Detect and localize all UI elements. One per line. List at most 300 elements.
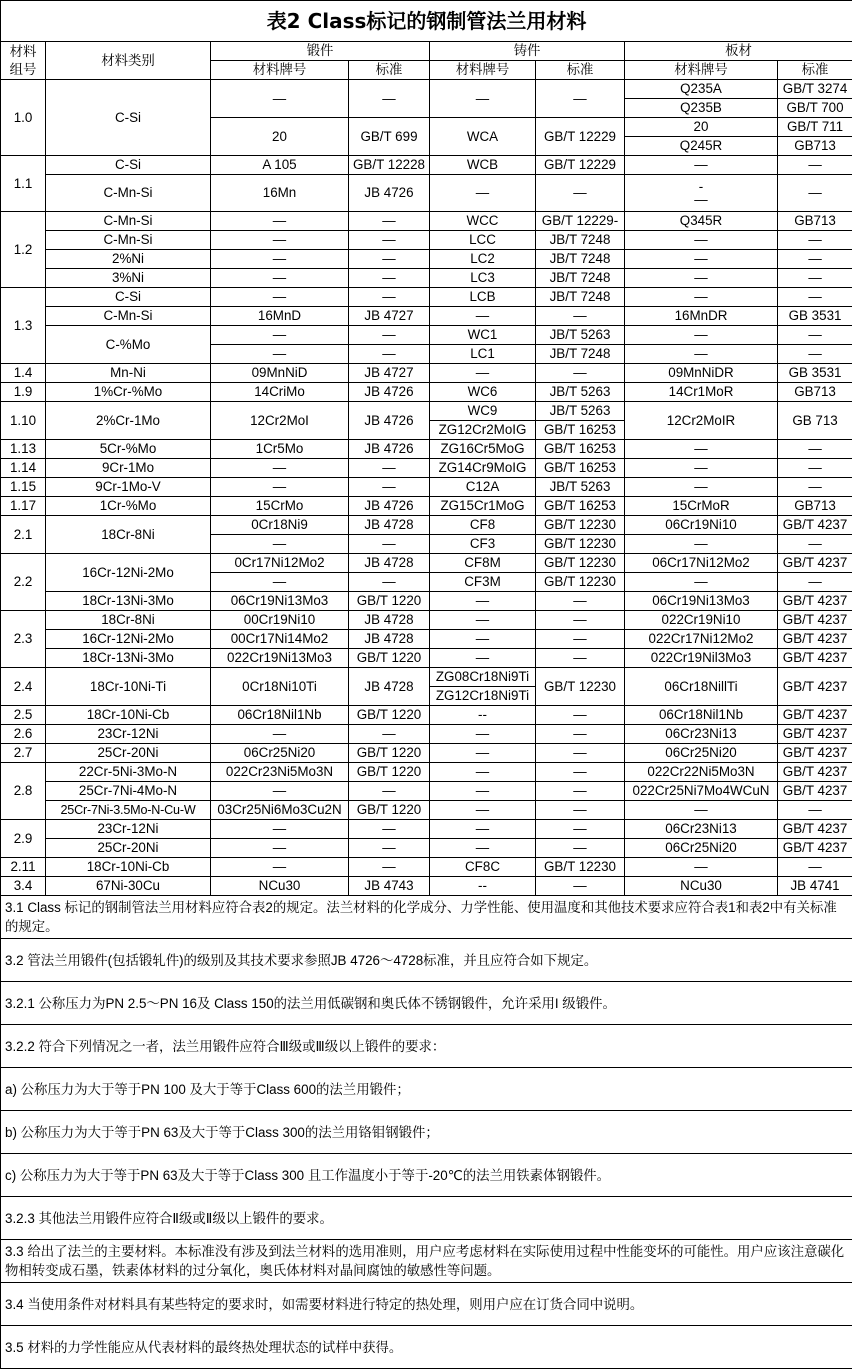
plate-standard: GB/T 4237 (778, 630, 852, 649)
category: 2%Ni (46, 250, 211, 269)
casting-standard: GB/T 12230 (536, 554, 625, 573)
casting-standard: JB/T 5263 (536, 326, 625, 345)
header-casting-grade: 材料牌号 (430, 61, 536, 80)
table-row (1, 706, 852, 725)
plate-grade: — (625, 535, 778, 554)
forging-grade: 16Mn (211, 175, 349, 212)
plate-grade-line: — (626, 193, 776, 206)
casting-grade: — (430, 364, 536, 383)
plate-standard: — (778, 326, 852, 345)
casting-standard: — (536, 649, 625, 668)
plate-grade: — (625, 288, 778, 307)
forging-grade: 022Cr19Ni13Mo3 (211, 649, 349, 668)
category: 25Cr-7Ni-4Mo-N (46, 782, 211, 801)
forging-standard: — (349, 269, 430, 288)
casting-standard: — (536, 175, 625, 212)
plate-grade: — (625, 269, 778, 288)
casting-grade: — (430, 744, 536, 763)
casting-grade: ZG08Cr18Ni9Ti (430, 668, 536, 687)
casting-grade: ZG12Cr2MoIG (430, 421, 536, 440)
casting-grade: CF8 (430, 516, 536, 535)
category: 18Cr-10Ni-Cb (46, 858, 211, 877)
plate-grade: 022Cr22Ni5Mo3N (625, 763, 778, 782)
category: 18Cr-10Ni-Ti (46, 668, 211, 706)
category: 23Cr-12Ni (46, 820, 211, 839)
plate-standard: GB/T 4237 (778, 763, 852, 782)
casting-standard: JB/T 5263 (536, 478, 625, 497)
casting-standard: — (536, 80, 625, 118)
category: C-Mn-Si (46, 231, 211, 250)
group-id: 2.11 (1, 858, 46, 877)
forging-grade: 00Cr19Ni10 (211, 611, 349, 630)
header-category: 材料类别 (46, 42, 211, 80)
plate-standard: GB/T 4237 (778, 554, 852, 573)
group-id: 1.14 (1, 459, 46, 478)
plate-standard: — (778, 478, 852, 497)
casting-grade: CF3M (430, 573, 536, 592)
table-row (1, 497, 852, 516)
casting-standard: GB/T 12230 (536, 516, 625, 535)
table-row (1, 156, 852, 175)
plate-grade: 06Cr25Ni20 (625, 744, 778, 763)
plate-grade: — (625, 326, 778, 345)
casting-grade: — (430, 307, 536, 326)
header-casting: 铸件 (430, 42, 625, 61)
casting-grade: — (430, 649, 536, 668)
table-row (1, 383, 852, 402)
plate-grade (625, 175, 778, 212)
plate-grade: 06Cr23Ni13 (625, 725, 778, 744)
note-row (1, 896, 852, 939)
table-row (1, 782, 852, 801)
header-group-line: 材料 (10, 44, 37, 59)
header-plate-standard: 标准 (778, 61, 852, 80)
forging-standard: — (349, 345, 430, 364)
forging-grade: 0Cr18Ni9 (211, 516, 349, 535)
forging-grade: A 105 (211, 156, 349, 175)
casting-standard: — (536, 782, 625, 801)
table-row (1, 250, 852, 269)
note-row (1, 939, 852, 982)
plate-grade: 06Cr19Ni13Mo3 (625, 592, 778, 611)
plate-grade: 022Cr17Ni12Mo2 (625, 630, 778, 649)
casting-standard: — (536, 706, 625, 725)
plate-standard: — (778, 231, 852, 250)
plate-standard: — (778, 156, 852, 175)
plate-standard: GB/T 711 (778, 118, 852, 137)
casting-standard: GB/T 12230 (536, 858, 625, 877)
header-forging-grade: 材料牌号 (211, 61, 349, 80)
plate-standard: — (778, 345, 852, 364)
category: 1Cr-%Mo (46, 497, 211, 516)
casting-grade: WCA (430, 118, 536, 156)
casting-grade: -- (430, 877, 536, 896)
group-id: 2.5 (1, 706, 46, 725)
plate-standard: GB/T 4237 (778, 706, 852, 725)
table-row (1, 744, 852, 763)
category: 16Cr-12Ni-2Mo (46, 630, 211, 649)
forging-grade: — (211, 478, 349, 497)
plate-grade: 06Cr17Ni12Mo2 (625, 554, 778, 573)
group-id: 1.3 (1, 288, 46, 364)
note-row (1, 1068, 852, 1111)
table-row (1, 212, 852, 231)
casting-grade: — (430, 725, 536, 744)
forging-grade: — (211, 345, 349, 364)
forging-standard: — (349, 212, 430, 231)
forging-standard: — (349, 478, 430, 497)
forging-standard: — (349, 80, 430, 118)
category: 25Cr-20Ni (46, 839, 211, 858)
table-row (1, 858, 852, 877)
forging-grade: 15CrMo (211, 497, 349, 516)
plate-standard: — (778, 573, 852, 592)
plate-grade: 022Cr19Ni10 (625, 611, 778, 630)
plate-standard: GB 713 (778, 402, 852, 440)
plate-standard: — (778, 175, 852, 212)
casting-grade: LC1 (430, 345, 536, 364)
forging-standard: GB/T 12228 (349, 156, 430, 175)
casting-grade: CF8C (430, 858, 536, 877)
plate-grade: 06Cr25Ni20 (625, 839, 778, 858)
note-text: 3.3 给出了法兰的主要材料。本标准没有涉及到法兰材料的选用准则，用户应考虑材料在实际使用过程中性能变坏的可能性。用户应该注意碳化物相转变成石墨，铁素体材料的过分氧化，奥氏体材料对晶间腐蚀的敏感性等问题。 (1, 1240, 852, 1283)
group-id: 1.2 (1, 212, 46, 288)
casting-grade: ZG14Cr9MoIG (430, 459, 536, 478)
plate-standard: GB/T 4237 (778, 782, 852, 801)
note-text: 3.4 当使用条件对材料具有某些特定的要求时，如需要材料进行特定的热处理，则用户应在订货合同中说明。 (1, 1283, 852, 1326)
category: Mn-Ni (46, 364, 211, 383)
forging-standard: GB/T 1220 (349, 649, 430, 668)
header-group-line: 组号 (10, 62, 37, 77)
casting-grade: — (430, 592, 536, 611)
group-id: 1.0 (1, 80, 46, 156)
plate-grade: — (625, 478, 778, 497)
category: 22Cr-5Ni-3Mo-N (46, 763, 211, 782)
forging-grade: NCu30 (211, 877, 349, 896)
forging-standard: — (349, 535, 430, 554)
casting-grade: WCB (430, 156, 536, 175)
forging-grade: — (211, 858, 349, 877)
plate-grade: 14Cr1MoR (625, 383, 778, 402)
forging-grade: — (211, 820, 349, 839)
table-title: 表2 Class标记的钢制管法兰用材料 (1, 1, 852, 42)
casting-grade: WC6 (430, 383, 536, 402)
forging-standard: JB 4727 (349, 364, 430, 383)
plate-standard: GB/T 4237 (778, 839, 852, 858)
category: 18Cr-10Ni-Cb (46, 706, 211, 725)
plate-grade: 20 (625, 118, 778, 137)
table-row (1, 725, 852, 744)
casting-grade: — (430, 839, 536, 858)
plate-grade: — (625, 801, 778, 820)
note-text: 3.5 材料的力学性能应从代表材料的最终热处理状态的试样中获得。 (1, 1326, 852, 1369)
plate-standard: GB 3531 (778, 307, 852, 326)
plate-grade: — (625, 459, 778, 478)
casting-grade: ZG16Cr5MoG (430, 440, 536, 459)
forging-grade: — (211, 839, 349, 858)
casting-standard: GB/T 16253 (536, 421, 625, 440)
table-row (1, 820, 852, 839)
forging-grade: — (211, 782, 349, 801)
header-plate: 板材 (625, 42, 852, 61)
table-row (1, 288, 852, 307)
header-group-label (10, 44, 37, 77)
forging-grade: 1Cr5Mo (211, 440, 349, 459)
table-row (1, 839, 852, 858)
plate-standard: GB/T 4237 (778, 725, 852, 744)
forging-grade: — (211, 573, 349, 592)
plate-standard: — (778, 535, 852, 554)
header-group (1, 42, 46, 80)
forging-standard: — (349, 573, 430, 592)
table-row (1, 630, 852, 649)
category: C-Mn-Si (46, 307, 211, 326)
casting-standard: — (536, 763, 625, 782)
group-id: 2.6 (1, 725, 46, 744)
category: 16Cr-12Ni-2Mo (46, 554, 211, 592)
table-row (1, 364, 852, 383)
group-id: 2.2 (1, 554, 46, 611)
forging-grade: 06Cr25Ni20 (211, 744, 349, 763)
table-row (1, 668, 852, 687)
plate-grade: 06Cr18NillTi (625, 668, 778, 706)
category: C-Mn-Si (46, 212, 211, 231)
table-row (1, 877, 852, 896)
plate-standard: GB/T 4237 (778, 649, 852, 668)
forging-standard: GB/T 1220 (349, 744, 430, 763)
table-row (1, 649, 852, 668)
group-id: 2.1 (1, 516, 46, 554)
category: C-Si (46, 156, 211, 175)
plate-standard: — (778, 288, 852, 307)
forging-standard: GB/T 699 (349, 118, 430, 156)
plate-standard: — (778, 250, 852, 269)
forging-grade: — (211, 212, 349, 231)
plate-grade: — (625, 231, 778, 250)
forging-grade: 14CriMo (211, 383, 349, 402)
casting-grade: — (430, 782, 536, 801)
forging-grade: 09MnNiD (211, 364, 349, 383)
forging-standard: JB 4726 (349, 440, 430, 459)
plate-standard: GB713 (778, 497, 852, 516)
table-row (1, 592, 852, 611)
forging-grade: 06Cr19Ni13Mo3 (211, 592, 349, 611)
table-row (1, 326, 852, 345)
casting-grade: WC9 (430, 402, 536, 421)
casting-grade: LC3 (430, 269, 536, 288)
group-id: 2.8 (1, 763, 46, 820)
group-id: 1.13 (1, 440, 46, 459)
plate-grade: — (625, 573, 778, 592)
forging-grade: — (211, 231, 349, 250)
table-row (1, 231, 852, 250)
header-forging: 锻件 (211, 42, 430, 61)
group-id: 1.17 (1, 497, 46, 516)
category: 23Cr-12Ni (46, 725, 211, 744)
forging-standard: JB 4726 (349, 402, 430, 440)
casting-grade: — (430, 763, 536, 782)
casting-standard: JB/T 7248 (536, 231, 625, 250)
forging-grade: — (211, 250, 349, 269)
forging-standard: GB/T 1220 (349, 592, 430, 611)
casting-standard: — (536, 725, 625, 744)
plate-grade: Q235A (625, 80, 778, 99)
casting-grade: — (430, 80, 536, 118)
plate-standard: GB713 (778, 137, 852, 156)
plate-grade: 12Cr2MoIR (625, 402, 778, 440)
casting-standard: GB/T 12230 (536, 573, 625, 592)
casting-grade: CF3 (430, 535, 536, 554)
plate-grade: 06Cr18Nil1Nb (625, 706, 778, 725)
plate-grade: — (625, 345, 778, 364)
category: 25Cr-20Ni (46, 744, 211, 763)
table-row (1, 516, 852, 535)
forging-grade: 00Cr17Ni14Mo2 (211, 630, 349, 649)
casting-grade: CF8M (430, 554, 536, 573)
note-text: b) 公称压力为大于等于PN 63及大于等于Class 300的法兰用铬钼钢锻件； (1, 1111, 852, 1154)
note-row (1, 1283, 852, 1326)
plate-standard: — (778, 269, 852, 288)
plate-grade-line: - (626, 180, 776, 193)
group-id: 1.9 (1, 383, 46, 402)
casting-grade: — (430, 611, 536, 630)
casting-standard: — (536, 801, 625, 820)
forging-standard: GB/T 1220 (349, 801, 430, 820)
plate-grade: — (625, 250, 778, 269)
plate-grade: 022Cr19Nil3Mo3 (625, 649, 778, 668)
plate-standard: JB 4741 (778, 877, 852, 896)
category: 25Cr-7Ni-3.5Mo-N-Cu-W (46, 801, 211, 820)
plate-grade: Q345R (625, 212, 778, 231)
table-row (1, 478, 852, 497)
casting-standard: — (536, 364, 625, 383)
table-row (1, 175, 852, 212)
category: 18Cr-13Ni-3Mo (46, 649, 211, 668)
casting-grade: — (430, 175, 536, 212)
casting-grade: LCB (430, 288, 536, 307)
note-row (1, 1025, 852, 1068)
forging-standard: — (349, 326, 430, 345)
note-row (1, 1240, 852, 1283)
plate-grade: NCu30 (625, 877, 778, 896)
forging-standard: JB 4728 (349, 630, 430, 649)
plate-standard: GB/T 4237 (778, 820, 852, 839)
casting-grade: ZG15Cr1MoG (430, 497, 536, 516)
forging-standard: JB 4726 (349, 383, 430, 402)
forging-standard: JB 4726 (349, 497, 430, 516)
category: 2%Cr-1Mo (46, 402, 211, 440)
forging-grade: 0Cr18Ni10Ti (211, 668, 349, 706)
plate-standard: GB/T 4237 (778, 516, 852, 535)
table-row (1, 440, 852, 459)
plate-grade: Q245R (625, 137, 778, 156)
plate-standard: GB/T 4237 (778, 668, 852, 706)
forging-standard: GB/T 1220 (349, 763, 430, 782)
forging-standard: JB 4728 (349, 516, 430, 535)
forging-standard: JB 4743 (349, 877, 430, 896)
forging-grade: — (211, 288, 349, 307)
forging-standard: JB 4726 (349, 175, 430, 212)
forging-grade: 06Cr18Nil1Nb (211, 706, 349, 725)
casting-standard: GB/T 16253 (536, 497, 625, 516)
note-row (1, 1326, 852, 1369)
category: 1%Cr-%Mo (46, 383, 211, 402)
plate-standard: GB 3531 (778, 364, 852, 383)
forging-standard: — (349, 725, 430, 744)
forging-grade: — (211, 80, 349, 118)
plate-standard: — (778, 801, 852, 820)
table-row (1, 763, 852, 782)
casting-standard: JB/T 5263 (536, 383, 625, 402)
plate-standard: GB/T 3274 (778, 80, 852, 99)
plate-grade: 06Cr19Ni10 (625, 516, 778, 535)
forging-grade: 20 (211, 118, 349, 156)
table-row (1, 801, 852, 820)
casting-standard: — (536, 839, 625, 858)
table-row (1, 269, 852, 288)
group-id: 2.9 (1, 820, 46, 858)
forging-standard: — (349, 288, 430, 307)
table-row (1, 459, 852, 478)
casting-standard: GB/T 12229- (536, 212, 625, 231)
plate-grade: Q235B (625, 99, 778, 118)
plate-standard: GB713 (778, 212, 852, 231)
forging-standard: JB 4728 (349, 554, 430, 573)
category: 5Cr-%Mo (46, 440, 211, 459)
category: 9Cr-1Mo-V (46, 478, 211, 497)
forging-grade: — (211, 326, 349, 345)
casting-standard: — (536, 744, 625, 763)
plate-standard: — (778, 459, 852, 478)
forging-grade: 022Cr23Ni5Mo3N (211, 763, 349, 782)
casting-standard: JB/T 7248 (536, 250, 625, 269)
forging-grade: — (211, 269, 349, 288)
casting-standard: GB/T 12230 (536, 535, 625, 554)
group-id: 2.4 (1, 668, 46, 706)
casting-grade: — (430, 801, 536, 820)
casting-standard: — (536, 592, 625, 611)
casting-standard: JB/T 7248 (536, 269, 625, 288)
note-text: a) 公称压力为大于等于PN 100 及大于等于Class 600的法兰用锻件； (1, 1068, 852, 1111)
forging-grade: 12Cr2MoI (211, 402, 349, 440)
table-row (1, 554, 852, 573)
category: C-Si (46, 288, 211, 307)
forging-standard: — (349, 231, 430, 250)
forging-grade: 16MnD (211, 307, 349, 326)
casting-standard: GB/T 16253 (536, 440, 625, 459)
forging-standard: — (349, 250, 430, 269)
forging-grade: 0Cr17Ni12Mo2 (211, 554, 349, 573)
casting-grade: LCC (430, 231, 536, 250)
casting-standard: — (536, 877, 625, 896)
casting-grade: ZG12Cr18Ni9Ti (430, 687, 536, 706)
header-forging-standard: 标准 (349, 61, 430, 80)
note-text: 3.2.3 其他法兰用锻件应符合Ⅱ级或Ⅱ级以上锻件的要求。 (1, 1197, 852, 1240)
casting-grade: — (430, 630, 536, 649)
plate-grade: 06Cr23Ni13 (625, 820, 778, 839)
forging-standard: JB 4728 (349, 668, 430, 706)
casting-standard: — (536, 820, 625, 839)
casting-grade: LC2 (430, 250, 536, 269)
note-row (1, 982, 852, 1025)
header-plate-grade: 材料牌号 (625, 61, 778, 80)
plate-standard: — (778, 440, 852, 459)
plate-grade: — (625, 858, 778, 877)
category: C-Mn-Si (46, 175, 211, 212)
category: 3%Ni (46, 269, 211, 288)
forging-standard: — (349, 839, 430, 858)
note-text: 3.2 管法兰用锻件(包括锻轧件)的级别及其技术要求参照JB 4726～4728标准，并且应符合如下规定。 (1, 939, 852, 982)
